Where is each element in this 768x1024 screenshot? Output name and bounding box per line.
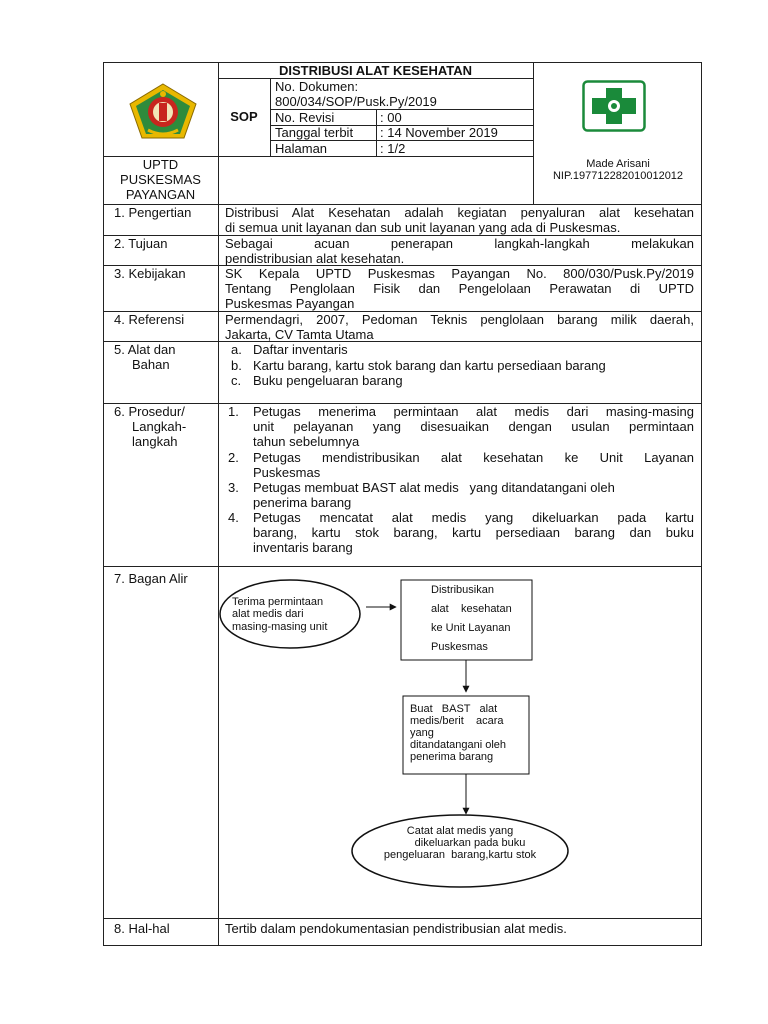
divider: [103, 341, 702, 342]
issue-date-value: : 14 November 2019: [380, 125, 498, 140]
payangan-emblem-icon: [128, 82, 198, 140]
signer-name: Made Arisani: [586, 158, 650, 170]
kebijakan-line2: Tentang Penglolaan Fisik dan Pengelolaan Perawatan di UPTD: [225, 281, 694, 296]
step-line: inventaris barang: [253, 540, 353, 555]
prosedur-label-cont2: langkah: [132, 434, 178, 449]
org-name-line3: PAYANGAN: [125, 187, 196, 202]
list-text: Daftar inventaris: [253, 342, 348, 357]
flow-bast-text: medis/berit acara: [410, 715, 504, 727]
prosedur-label-cont1: Langkah-: [132, 419, 187, 434]
flow-end-text: pengeluaran barang,kartu stok: [383, 849, 537, 861]
flow-bast-text: Buat BAST alat: [410, 703, 498, 715]
flow-distribute-text: Distribusikan: [431, 584, 494, 596]
prosedur-label: 6. Prosedur/: [114, 404, 185, 419]
document-title: DISTRIBUSI ALAT KESEHATAN: [278, 63, 473, 78]
flow-distribute-text: alat kesehatan: [431, 603, 512, 615]
kebijakan-line1: SK Kepala UPTD Puskesmas Payangan No. 800/030/Pusk.Py/2019: [225, 266, 694, 281]
referensi-line1: Permendagri, 2007, Pedoman Teknis penglolaan barang milik daerah,: [225, 312, 694, 327]
health-cross-logo-icon: [582, 80, 646, 132]
flow-bast-text: ditandatangani oleh: [410, 739, 507, 751]
pengertian-line2: di semua unit layanan dan sub unit layanan yang ada di Puskesmas.: [225, 220, 621, 235]
flow-end-text: dikeluarkan pada buku: [414, 837, 526, 849]
flow-distribute-text: Puskesmas: [431, 641, 488, 653]
bagan-alir-label: 7. Bagan Alir: [114, 571, 188, 586]
hal-hal-text: Tertib dalam pendokumentasian pendistribusian alat medis.: [225, 921, 567, 936]
step-line: Petugas membuat BAST alat medis yang ditandatangani oleh: [253, 480, 615, 495]
divider: [218, 78, 533, 79]
pengertian-line1: Distribusi Alat Kesehatan adalah kegiatan penyaluran alat kesehatan: [225, 205, 694, 220]
step-line: penerima barang: [253, 495, 352, 510]
referensi-line2: Jakarta, CV Tamta Utama: [225, 327, 374, 342]
step-line: Petugas mencatat alat medis yang dikeluarkan pada kartu: [253, 510, 694, 525]
list-text: Buku pengeluaran barang: [253, 373, 403, 388]
pengertian-label: 1. Pengertian: [114, 205, 192, 220]
revision-value: : 00: [380, 110, 402, 125]
page-label: Halaman: [275, 141, 328, 156]
org-name-line1: UPTD: [142, 157, 179, 172]
list-marker: b.: [231, 358, 242, 373]
flow-end-text: Catat alat medis yang: [406, 825, 514, 837]
step-line: unit pelayanan yang disesuaikan dengan usulan permintaan: [253, 419, 694, 434]
referensi-label: 4. Referensi: [114, 312, 185, 327]
kebijakan-line3: Puskesmas Payangan: [225, 296, 355, 311]
step-line: Petugas mendistribusikan alat kesehatan ke Unit Layanan: [253, 450, 694, 465]
list-marker: 1.: [228, 404, 239, 419]
list-marker: 4.: [228, 510, 239, 525]
flow-bast-text: yang: [410, 727, 434, 739]
divider: [376, 109, 377, 157]
tujuan-line2: pendistribusian alat kesehatan.: [225, 251, 405, 266]
border-bottom: [103, 945, 702, 946]
flow-start-text: masing-masing unit: [232, 621, 328, 633]
hal-hal-label: 8. Hal-hal: [114, 921, 170, 936]
divider: [103, 918, 702, 919]
flow-start-text: alat medis dari: [232, 608, 304, 620]
list-marker: 3.: [228, 480, 239, 495]
doc-number-value: 800/034/SOP/Pusk.Py/2019: [275, 94, 437, 109]
list-marker: 2.: [228, 450, 239, 465]
issue-date-label: Tanggal terbit: [275, 125, 354, 140]
step-line: Puskesmas: [253, 465, 321, 480]
kebijakan-label: 3. Kebijakan: [114, 266, 186, 281]
flow-distribute-text: ke Unit Layanan: [431, 622, 511, 634]
sop-label: SOP: [230, 109, 258, 124]
list-marker: c.: [231, 373, 242, 388]
tujuan-label: 2. Tujuan: [114, 236, 168, 251]
org-name-line2: PUSKESMAS: [120, 172, 201, 187]
step-line: barang, kartu stok barang, kartu persediaan barang dan buku: [253, 525, 694, 540]
page-value: : 1/2: [380, 141, 406, 156]
flow-start-text: Terima permintaan: [232, 596, 324, 608]
tujuan-line1: Sebagai acuan penerapan langkah-langkah melakukan: [225, 236, 694, 251]
list-text: Kartu barang, kartu stok barang dan kartu persediaan barang: [253, 358, 606, 373]
list-marker: a.: [231, 342, 242, 357]
alat-bahan-label: 5. Alat dan: [114, 342, 176, 357]
step-line: Petugas menerima permintaan alat medis dari masing-masing: [253, 404, 694, 419]
step-line: tahun sebelumnya: [253, 434, 360, 449]
revision-label: No. Revisi: [275, 110, 335, 125]
signer-nip: NIP.197712282010012012: [552, 170, 684, 182]
doc-number-label: No. Dokumen:: [275, 79, 359, 94]
alat-bahan-label-cont: Bahan: [132, 357, 170, 372]
divider: [270, 78, 271, 157]
flow-bast-text: penerima barang: [410, 751, 494, 763]
